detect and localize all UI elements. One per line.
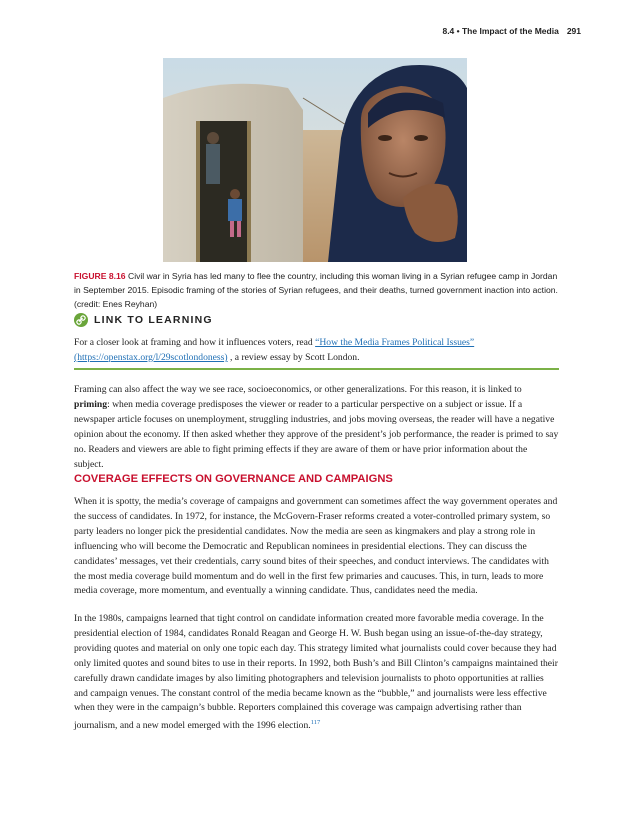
p1-after: : when media coverage predisposes the viewer or reader to a particular perspective on a subject or issue. If a newspaper article focuses on unemployment, struggling industries, and jobs moving overseas, the reader will have a negative opinion about the economy. If then asked whether they approve of the president’s job performance, the reader is primed to say no. Readers and viewers are able to fight priming effects if they are aware of them or have prior information about the subject. — [74, 398, 559, 470]
running-header — [442, 26, 581, 36]
link-to-learning-box — [74, 313, 559, 365]
section-title: 8.4 • The Impact of the Media — [442, 26, 559, 36]
ltl-text-before: For a closer look at framing and how it influences voters, read — [74, 337, 316, 348]
footnote-ref[interactable]: 117 — [310, 719, 321, 727]
section-divider — [74, 368, 559, 370]
figure-caption-text: Civil war in Syria has led many to flee the country, including this woman living in a Syrian refugee camp in Jordan in September 2015. Episodic framing of the stories of Syrian refugees, and their deaths, turned government inaction into action. (credit: Enes Reyhan) — [74, 271, 558, 310]
link-to-learning-heading — [74, 313, 559, 327]
p1-before: Framing can also affect the way we see race, socioeconomics, or other generalizations. For this reason, it is linked to — [74, 384, 522, 395]
figure-label: FIGURE 8.16 — [74, 271, 126, 281]
paragraph-1980s — [74, 612, 559, 734]
page-number: 291 — [566, 26, 581, 36]
section-heading: COVERAGE EFFECTS ON GOVERNANCE AND CAMPAIGNS — [74, 473, 393, 485]
p3-text: In the 1980s, campaigns learned that tight control on candidate information created more favorable media coverage. In the presidential election of 1984, candidates Ronald Reagan and George H. W. Bush began using an issue-of-the-day strategy, providing quotes and material on only one topic each day. This strategy limited what journalists could cover because they had only limited quotes and sound bites to use in their reports. In 1992, both Bush’s and Bill Clinton’s campaigns maintained their carefully drawn candidate images by also limiting photographers and television journalists to photo opportunities at rallies and campaign venues. The constant control of the media became known as the “bubble,” and journalists were less effective when they were in the campaign’s bubble. Reporters complained this coverage was campaign advertising rather than journalism, and a new model emerged with the 1996 election. — [74, 613, 558, 732]
link-to-learning-title: LINK TO LEARNING — [94, 314, 213, 326]
media-frames-link[interactable]: “How the Media Frames Political Issues” (https://openstax.org/l/29scotlondoness) — [74, 337, 475, 363]
key-term-priming: priming — [74, 398, 108, 410]
figure-caption — [74, 269, 559, 312]
link-icon — [74, 313, 88, 327]
paragraph-priming — [74, 383, 559, 472]
figure-photo — [163, 58, 467, 262]
ltl-text-after: , a review essay by Scott London. — [227, 352, 360, 363]
link-to-learning-text — [74, 335, 559, 365]
paragraph-coverage: When it is spotty, the media’s coverage of campaigns and government can sometimes affect the way government operates and the success of candidates. In 1972, for instance, the McGovern-Fraser reforms created a voter-controlled primary system, so party leaders no longer pick the presidential candidates. Now the media are seen as kingmakers and play a strong role in influencing who will become the Democratic and Republican nominees in presidential elections. They can discuss the candidates’ messages, vet their credentials, carry sound bites of their speeches, and conduct interviews. The candidates with the most media coverage build momentum and do well in the first few primaries and caucuses. This, in turn, leads to more media coverage, more momentum, and eventually a winning candidate. Thus, candidates need the media. — [74, 496, 558, 597]
